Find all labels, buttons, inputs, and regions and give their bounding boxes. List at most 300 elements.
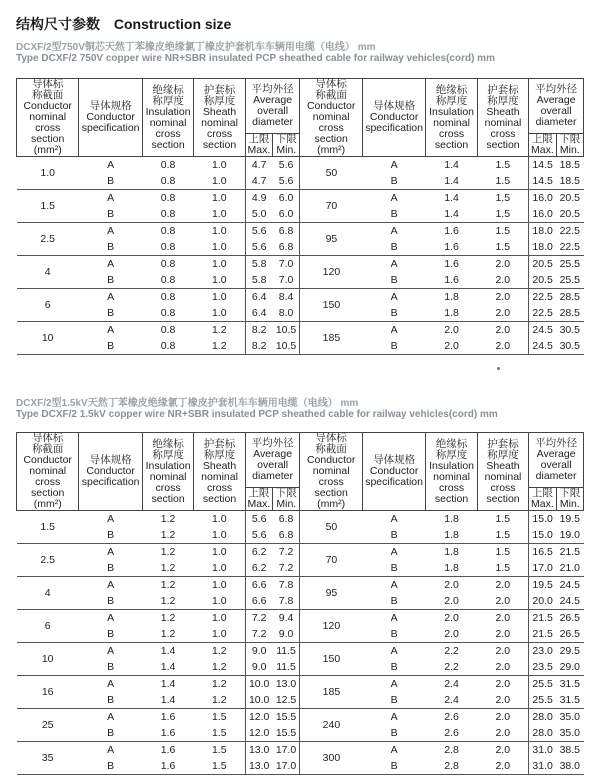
table-row [17, 322, 584, 339]
cell-min: 7.0 [273, 272, 300, 289]
cell-max: 14.5 [529, 173, 556, 190]
cell-max: 16.5 [529, 544, 556, 561]
cell-max: 4.7 [245, 157, 272, 174]
header-insulation [142, 433, 193, 511]
cell-insulation: 2.0 [444, 579, 459, 591]
cell-section: 10 [17, 643, 79, 676]
cell-min: 11.5 [273, 659, 300, 676]
header-line: 称厚度 [203, 94, 236, 107]
cell-sheath: 1.0 [194, 239, 245, 256]
header-line: 绝缘标 [435, 83, 468, 96]
header-line: cross [206, 481, 233, 494]
cell-spec: A [390, 324, 398, 336]
cell-max: 22.5 [529, 289, 556, 306]
cell-max: 7.2 [245, 626, 272, 643]
header-line: nominal [29, 111, 67, 123]
table1-caption-en: Type DCXF/2 750V copper wire NR+SBR insulated PCP sheathed cable for railway vehicles(cord) mm [16, 53, 495, 64]
cell-max: 10.0 [245, 692, 272, 709]
cell-sheath: 2.0 [495, 711, 511, 723]
cell-section: 1.5 [17, 511, 79, 544]
cell-spec: A [107, 645, 115, 657]
cell-spec: A [107, 612, 115, 624]
header-line: 称厚度 [487, 94, 519, 107]
cell-max: 17.0 [529, 560, 556, 577]
cell-max: 23.0 [529, 643, 556, 660]
header-diameter [529, 79, 584, 134]
header-line: 下限 [559, 133, 581, 145]
cell-sheath: 1.5 [495, 159, 511, 171]
cell-max: 20.5 [529, 256, 556, 273]
cell-min: 8.4 [278, 291, 294, 303]
cell-insulation: 1.2 [142, 593, 193, 610]
cell-spec: A [390, 159, 398, 171]
cell-min: 12.5 [273, 692, 300, 709]
header-line: nominal [484, 116, 522, 129]
header-sheath [194, 433, 245, 511]
header-line: Max. [531, 144, 554, 156]
cell-spec: B [362, 527, 425, 544]
header-line: nominal [484, 470, 522, 483]
cell-max: 28.0 [529, 709, 556, 726]
cell-min: 9.4 [278, 612, 294, 624]
heading-zh: 结构尺寸参数 [16, 16, 100, 32]
heading-en: Construction size [113, 16, 232, 32]
cell-sheath: 1.0 [211, 513, 227, 525]
cell-insulation: 2.0 [426, 338, 477, 355]
header-line: 导体标 [315, 78, 347, 90]
header-sheath [477, 433, 528, 511]
cell-max: 6.4 [245, 289, 272, 306]
cell-insulation: 0.8 [160, 258, 176, 270]
cell-max: 16.0 [529, 190, 556, 207]
cell-min: 6.8 [278, 225, 294, 237]
cell-sheath: 2.0 [477, 725, 528, 742]
cell-sheath: 2.0 [477, 272, 528, 289]
cell-spec: A [390, 678, 398, 690]
header-line: 护套标 [487, 437, 519, 450]
cell-max: 5.6 [245, 527, 272, 544]
cell-insulation: 1.6 [142, 758, 193, 775]
cell-section: 120 [300, 256, 362, 289]
cell-max: 15.0 [529, 511, 556, 528]
cell-max: 24.5 [529, 322, 556, 339]
cell-min: 35.0 [556, 725, 583, 742]
cell-spec: B [79, 239, 142, 256]
cell-min: 24.5 [556, 593, 583, 610]
header-line: overall [540, 105, 572, 117]
header-conductor-section [300, 433, 362, 511]
header-line: 称厚度 [152, 448, 184, 461]
cell-spec: B [362, 239, 425, 256]
header-line: 导体规格 [373, 454, 416, 466]
cell-spec: B [79, 173, 142, 190]
cell-spec: A [107, 513, 115, 525]
cell-section: 1.5 [17, 190, 79, 223]
cell-min: 25.5 [559, 258, 580, 270]
cell-spec: A [107, 678, 115, 690]
cell-insulation: 1.8 [426, 560, 477, 577]
cell-max: 6.6 [245, 593, 272, 610]
cell-max: 6.4 [245, 305, 272, 322]
cell-max: 9.0 [245, 643, 272, 660]
cell-spec: A [390, 546, 398, 558]
cell-sheath: 1.5 [477, 239, 528, 256]
cell-max: 23.5 [529, 659, 556, 676]
header-line: (mm²) [317, 144, 346, 156]
header-line: Conductor [86, 465, 135, 477]
cell-sheath: 1.2 [194, 338, 245, 355]
header-line: Average [253, 94, 293, 106]
cell-spec: A [390, 744, 398, 756]
header-line: section [31, 133, 65, 145]
cell-sheath: 2.0 [477, 305, 528, 322]
cell-spec: A [390, 711, 398, 723]
cell-max: 7.2 [245, 610, 272, 627]
header-line: 称厚度 [435, 448, 468, 461]
page-mark [497, 367, 500, 370]
cell-insulation: 1.8 [444, 291, 459, 303]
cell-spec: A [107, 579, 115, 591]
cell-sheath: 1.2 [194, 659, 245, 676]
cell-insulation: 1.4 [160, 645, 176, 657]
header-line: 绝缘标 [435, 437, 468, 450]
header-line: overall [540, 459, 572, 471]
cell-max: 8.2 [245, 322, 272, 339]
header-line: 护套标 [203, 83, 236, 96]
cell-spec: B [362, 725, 425, 742]
header-line: section [486, 492, 520, 505]
header-line: 称厚度 [487, 448, 519, 461]
cell-spec: B [362, 560, 425, 577]
cell-insulation: 0.8 [142, 338, 193, 355]
header-line: Average [253, 448, 293, 460]
cell-spec: A [107, 291, 115, 303]
cell-min: 5.6 [273, 173, 300, 190]
cell-sheath: 2.0 [495, 291, 511, 303]
cell-max: 12.0 [245, 709, 272, 726]
header-line: nominal [312, 111, 350, 123]
cell-min: 28.5 [559, 291, 580, 303]
cell-sheath: 2.0 [495, 678, 511, 690]
cell-spec: B [79, 725, 142, 742]
table-row [17, 577, 584, 594]
cell-sheath: 1.2 [211, 678, 227, 690]
cell-min: 26.5 [559, 612, 580, 624]
header-conductor-spec [362, 433, 425, 511]
cell-insulation: 1.2 [142, 626, 193, 643]
header-insulation [426, 79, 477, 157]
cell-min: 20.5 [556, 206, 583, 223]
table-row [17, 511, 584, 528]
header-line: Average [536, 448, 576, 460]
cell-min: 26.5 [556, 626, 583, 643]
cell-spec: B [79, 338, 142, 355]
cell-max: 6.2 [245, 544, 272, 561]
cell-insulation: 0.8 [160, 159, 176, 171]
cell-insulation: 0.8 [160, 291, 176, 303]
header-line: Sheath [202, 459, 237, 472]
cell-min: 30.5 [559, 324, 580, 336]
cell-max: 31.0 [529, 742, 556, 759]
header-line: 护套标 [203, 437, 236, 450]
header-diameter [529, 433, 584, 488]
header-line: specification [81, 122, 140, 134]
cell-sheath: 1.0 [194, 173, 245, 190]
header-line: 上限 [531, 487, 553, 499]
cell-min: 31.5 [556, 692, 583, 709]
cell-section: 4 [17, 577, 79, 610]
cell-sheath: 1.5 [477, 527, 528, 544]
cell-insulation: 0.8 [160, 324, 176, 336]
header-line: Conductor [23, 100, 72, 112]
header-line: 平均外径 [535, 437, 578, 449]
cell-max: 25.5 [529, 692, 556, 709]
cell-spec: A [390, 258, 398, 270]
cell-min: 10.5 [273, 338, 300, 355]
cell-spec: B [362, 305, 425, 322]
cell-section: 16 [17, 676, 79, 709]
header-line: Max. [247, 498, 271, 510]
header-line: cross [439, 127, 465, 140]
cell-spec: A [107, 192, 115, 204]
header-line: 平均外径 [251, 83, 294, 95]
cell-spec: B [79, 272, 142, 289]
cell-min: 10.5 [275, 324, 297, 336]
cell-section: 150 [300, 289, 362, 322]
cell-min: 24.5 [559, 579, 580, 591]
header-line: cross [155, 481, 181, 494]
cell-sheath: 1.2 [194, 692, 245, 709]
cell-spec: B [362, 338, 425, 355]
cell-insulation: 2.2 [444, 645, 459, 657]
table2-caption-zh: DCXF/2型1.5kV天然丁苯橡皮绝缘氯丁橡皮护套机车车辆用电缆（电线） mm [16, 398, 359, 409]
cell-insulation: 1.6 [426, 239, 477, 256]
cell-insulation: 1.4 [142, 659, 193, 676]
cell-spec: A [390, 612, 398, 624]
header-line: Min. [276, 144, 297, 156]
header-conductor-spec [79, 433, 142, 511]
cell-insulation: 1.8 [426, 527, 477, 544]
header-line: overall [257, 459, 289, 471]
header-line: nominal [29, 465, 67, 477]
cell-max: 15.0 [529, 527, 556, 544]
cell-min: 7.2 [278, 546, 294, 558]
cell-min: 18.5 [556, 173, 583, 190]
cell-max: 6.6 [245, 577, 272, 594]
cell-sheath: 2.0 [477, 593, 528, 610]
cell-sheath: 1.0 [194, 560, 245, 577]
cell-section: 6 [17, 289, 79, 322]
cell-min: 28.5 [556, 305, 583, 322]
cell-max: 21.5 [529, 626, 556, 643]
cell-max: 5.6 [245, 239, 272, 256]
cell-sheath: 2.0 [495, 744, 511, 756]
cell-spec: B [362, 593, 425, 610]
cell-spec: A [107, 711, 115, 723]
header-line: cross [490, 481, 516, 494]
cell-spec: A [107, 744, 115, 756]
header-min [556, 134, 583, 157]
cell-insulation: 2.8 [444, 744, 459, 756]
header-row [17, 433, 584, 488]
header-line: (mm²) [33, 144, 62, 156]
header-conductor-spec [362, 79, 425, 157]
cell-spec: B [79, 305, 142, 322]
cell-min: 19.0 [556, 527, 583, 544]
header-line: 称截面 [31, 89, 64, 101]
cell-spec: B [362, 692, 425, 709]
header-line: 称厚度 [152, 94, 184, 107]
cell-section: 1.0 [17, 157, 79, 190]
cell-min: 38.5 [559, 744, 580, 756]
cell-min: 17.0 [273, 758, 300, 775]
cell-sheath: 1.5 [477, 173, 528, 190]
cell-insulation: 0.8 [160, 192, 176, 204]
cell-max: 6.2 [245, 560, 272, 577]
header-line: specification [365, 122, 423, 134]
header-line: section [202, 492, 237, 505]
header-line: Sheath [486, 459, 520, 472]
cell-insulation: 2.8 [426, 758, 477, 775]
table2 [16, 432, 584, 775]
header-min [273, 134, 300, 157]
cell-max: 5.8 [245, 256, 272, 273]
header-insulation [142, 79, 193, 157]
cell-spec: A [107, 159, 115, 171]
cell-min: 6.8 [273, 527, 300, 544]
cell-section: 95 [300, 223, 362, 256]
cell-max: 20.0 [529, 593, 556, 610]
cell-max: 28.0 [529, 725, 556, 742]
cell-min: 20.5 [559, 192, 580, 204]
header-line: Insulation [145, 105, 191, 118]
table1-caption-zh: DCXF/2型750V铜芯天然丁苯橡皮绝缘氯丁橡皮护套机车车辆用电缆（电线） mm [16, 42, 376, 53]
header-line: nominal [433, 470, 470, 483]
cell-max: 5.8 [245, 272, 272, 289]
header-max [245, 134, 272, 157]
table1 [16, 78, 584, 355]
cell-min: 38.0 [556, 758, 583, 775]
cell-spec: B [362, 206, 425, 223]
cell-min: 25.5 [556, 272, 583, 289]
cell-insulation: 1.6 [444, 258, 459, 270]
header-sheath [194, 79, 245, 157]
cell-sheath: 1.0 [211, 258, 227, 270]
cell-max: 13.0 [245, 758, 272, 775]
cell-sheath: 2.0 [495, 645, 511, 657]
cell-sheath: 1.0 [211, 159, 227, 171]
header-line: Conductor [369, 111, 419, 123]
header-line: diameter [535, 470, 577, 482]
header-line: 上限 [248, 487, 270, 499]
cell-sheath: 1.5 [211, 744, 227, 756]
cell-sheath: 1.5 [495, 546, 511, 558]
cell-min: 19.5 [559, 513, 580, 525]
header-line: section [151, 138, 185, 151]
cell-insulation: 1.8 [444, 513, 459, 525]
header-max [245, 488, 272, 511]
cell-max: 16.0 [529, 206, 556, 223]
header-line: Sheath [486, 105, 520, 118]
header-line: section [434, 492, 469, 505]
header-line: nominal [201, 116, 238, 129]
cell-max: 8.2 [245, 338, 272, 355]
cell-section: 150 [300, 643, 362, 676]
header-line: specification [365, 476, 423, 488]
cell-insulation: 1.6 [160, 744, 176, 756]
cell-sheath: 2.0 [495, 579, 511, 591]
cell-min: 6.8 [273, 239, 300, 256]
cell-max: 9.0 [245, 659, 272, 676]
header-line: Min. [559, 144, 580, 156]
header-line: 下限 [275, 487, 297, 499]
header-line: Conductor [369, 465, 419, 477]
cell-spec: A [390, 645, 398, 657]
cell-section: 70 [300, 544, 362, 577]
cell-sheath: 1.0 [194, 206, 245, 223]
cell-section: 2.5 [17, 223, 79, 256]
table-row [17, 643, 584, 660]
cell-max: 4.7 [245, 173, 272, 190]
cell-section: 4 [17, 256, 79, 289]
cell-max: 5.6 [245, 223, 272, 240]
cell-sheath: 1.0 [194, 527, 245, 544]
cell-max: 5.6 [245, 511, 272, 528]
header-line: 导体标 [315, 432, 347, 444]
cell-max: 20.5 [529, 272, 556, 289]
cell-spec: B [362, 758, 425, 775]
cell-sheath: 2.0 [477, 338, 528, 355]
header-line: cross [206, 127, 233, 140]
header-line: nominal [149, 470, 187, 483]
cell-sheath: 2.0 [495, 612, 511, 624]
cell-section: 10 [17, 322, 79, 355]
header-min [273, 488, 300, 511]
header-line: Conductor [23, 454, 72, 466]
cell-section: 120 [300, 610, 362, 643]
cell-sheath: 1.5 [477, 560, 528, 577]
cell-sheath: 1.0 [211, 291, 227, 303]
page-heading [16, 14, 241, 34]
cell-min: 21.0 [556, 560, 583, 577]
cell-sheath: 1.5 [211, 711, 227, 723]
cell-min: 21.5 [559, 546, 580, 558]
header-line: 导体规格 [373, 100, 416, 112]
cell-min: 6.8 [278, 513, 294, 525]
cell-spec: A [390, 291, 398, 303]
cell-max: 13.0 [245, 742, 272, 759]
cell-min: 35.0 [559, 711, 580, 723]
cell-insulation: 2.0 [444, 324, 459, 336]
cell-min: 18.5 [559, 159, 580, 171]
cell-sheath: 1.0 [194, 593, 245, 610]
cell-min: 7.8 [273, 593, 300, 610]
header-line: overall [257, 105, 289, 117]
cell-spec: B [79, 593, 142, 610]
cell-sheath: 1.5 [495, 513, 511, 525]
cell-insulation: 0.8 [142, 206, 193, 223]
cell-insulation: 2.0 [426, 626, 477, 643]
cell-insulation: 1.4 [142, 692, 193, 709]
cell-sheath: 2.0 [495, 324, 511, 336]
header-diameter [245, 433, 300, 488]
cell-section: 6 [17, 610, 79, 643]
header-line: 下限 [275, 133, 297, 145]
cell-section: 50 [300, 511, 362, 544]
cell-min: 9.0 [273, 626, 300, 643]
header-line: diameter [535, 116, 577, 128]
header-line: cross [318, 122, 344, 134]
